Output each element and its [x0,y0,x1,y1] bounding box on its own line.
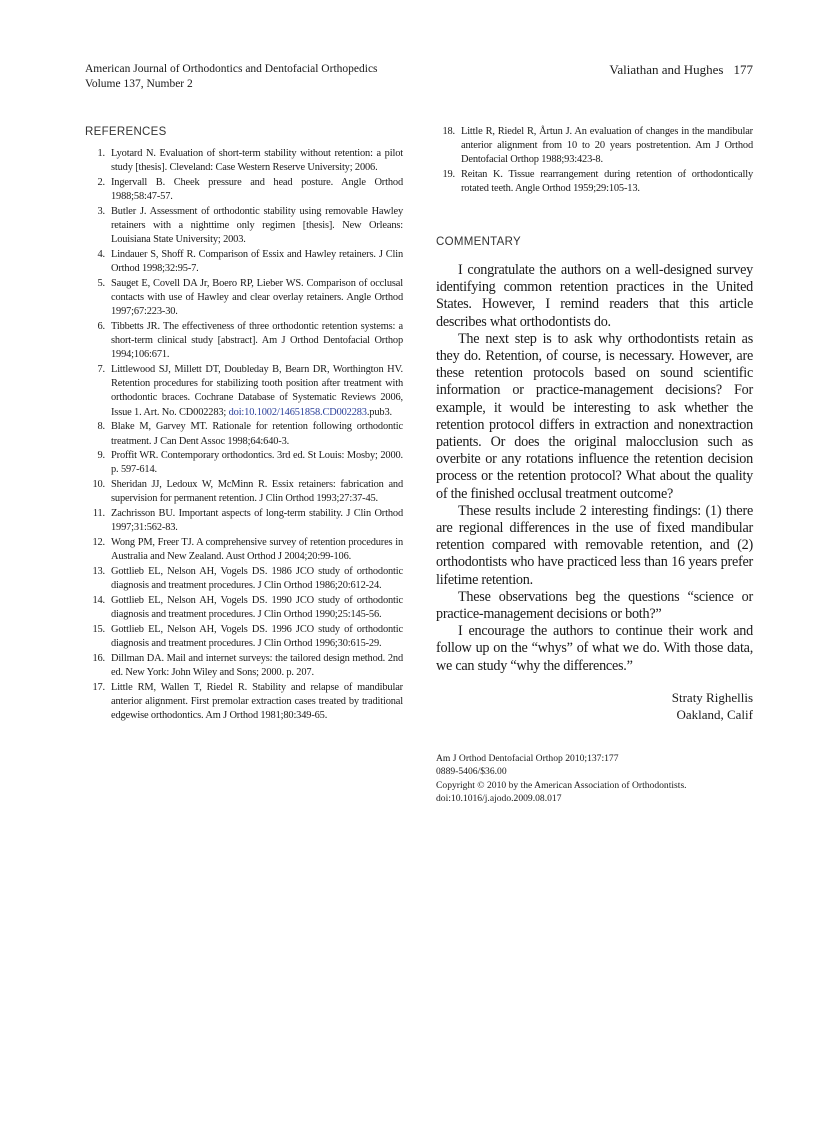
reference-number: 12. [92,536,105,548]
reference-item [85,176,403,204]
reference-number: 7. [97,364,105,376]
copyright: Copyright © 2010 by the American Association of Orthodontists. [436,779,687,791]
reference-text: Wong PM, Freer TJ. A comprehensive survey of retention procedures in Australia and New Zealand. Aust Orthod J 2004;20:99-106. [111,536,403,563]
reference-text: Gottlieb EL, Nelson AH, Vogels DS. 1996 JCO study of orthodontic diagnosis and treatment procedures. J Clin Orthod 1996;30:615-29. [111,623,403,649]
reference-item [85,507,403,535]
reference-text: Zachrisson BU. Important aspects of long-term stability. J Clin Orthod 1997;31:562-83. [111,508,403,534]
reference-item [85,205,403,248]
reference-item [85,449,403,477]
reference-text: Sheridan JJ, Ledoux W, McMinn R. Essix retainers: fabrication and supervision for permanent retention. J Clin Orthod 1993;27:37-45. [111,479,403,505]
running-header-left [85,62,378,92]
article-authors: Valiathan and Hughes [609,62,724,77]
reference-number: 11. [92,508,105,520]
reference-number: 5. [97,277,105,289]
reference-text: Tibbetts JR. The effectiveness of three orthodontic retention systems: a short-term clinical study [abstract]. Am J Orthod Dentofacial Orthop 1994;106:671. [111,320,403,361]
commentary-paragraph: These results include 2 interesting findings: (1) there are regional differences in the use of fixed mandibular retention compared with removable retention, and (2) orthodontists who have practiced less than 16 years prefer lifetime retention. [436,502,753,588]
issn: 0889-5406/$36.00 [436,766,507,778]
reference-item [435,168,753,196]
journal-title: American Journal of Orthodontics and Dentofacial Orthopedics [85,63,378,75]
reference-item [85,277,403,320]
reference-text: Sauget E, Covell DA Jr, Boero RP, Lieber WS. Comparison of occlusal contacts with use of Hawley and clear overlay retainers. Angle Orthod 1997;67:223-30. [111,277,403,318]
commentary-paragraph: The next step is to ask why orthodontists retain as they do. Retention, of course, is necessary. However, are these retention protocols based on sound scientific information or practice-management decisions? For example, it would be interesting to ask whether the retention protocol differs in extraction and nonextraction patients. Or does the original malocclusion such as overbite or any rotations influence the retention decision process or the retention protocol? What about the quality of the finished occlusal treatment outcome? [436,330,753,502]
reference-number: 6. [97,320,105,332]
reference-number: 1. [97,148,105,159]
reference-number: 9. [97,450,105,462]
references-list-left [85,147,403,724]
reference-number: 8. [97,421,105,433]
citation: Am J Orthod Dentofacial Orthop 2010;137:177 [436,753,619,764]
running-header-right [609,62,753,77]
signature-place: Oakland, Calif [676,707,753,722]
reference-text: Gottlieb EL, Nelson AH, Vogels DS. 1986 JCO study of orthodontic diagnosis and treatment procedures. J Clin Orthod 1986;20:612-24. [111,565,403,592]
reference-item [85,478,403,506]
reference-text: .pub3. [366,406,392,418]
doi: doi:10.1016/j.ajodo.2009.08.017 [436,792,562,804]
reference-number: 15. [92,623,105,635]
commentary-paragraph: I encourage the authors to continue their work and follow up on the “whys” of what we do. With those data, we can study “why the differences.” [436,623,753,674]
reference-text: Blake M, Garvey MT. Rationale for retention following orthodontic treatment. J Can Dent Assoc 1998;64:640-3. [111,421,403,447]
reference-number: 14. [92,594,105,606]
commentary-heading: COMMENTARY [436,236,521,248]
reference-number: 18. [442,126,455,137]
reference-number: 2. [97,176,105,188]
reference-item [85,565,403,593]
reference-item [85,147,403,175]
reference-item [435,125,753,168]
reference-text: Reitan K. Tissue rearrangement during retention of orthodontically rotated teeth. Angle Orthod 1959;29:105-13. [461,169,753,195]
commentary-paragraph: These observations beg the questions “science or practice-management decisions or both?” [436,588,753,623]
reference-text: Gottlieb EL, Nelson AH, Vogels DS. 1990 JCO study of orthodontic diagnosis and treatment procedures. J Clin Orthod 1990;25:145-56. [111,594,403,620]
reference-item [85,320,403,363]
reference-item [85,536,403,564]
journal-volume: Volume 137, Number 2 [85,78,193,90]
reference-number: 4. [97,248,105,260]
reference-item [85,248,403,276]
reference-number: 19. [442,169,455,181]
references-list-right [435,125,753,197]
commentary-body [436,262,753,675]
reference-item [85,681,403,724]
reference-text: Littlewood SJ, Millett DT, Doubleday B, Bearn DR, Worthington HV. Retention procedures for stabilizing tooth position after treatment with orthodontic braces. Cochrane Database of Systematic Reviews 2006, Issue 1. Art. No. CD002283; [111,364,403,418]
reference-text: Dillman DA. Mail and internet surveys: the tailored design method. 2nd ed. New York: John Wiley and Sons; 2000. p. 207. [111,652,403,678]
references-heading: REFERENCES [85,126,167,138]
reference-text: Little R, Riedel R, Årtun J. An evaluation of changes in the mandibular anterior alignment from 10 to 20 years postretention. Am J Orthod Dentofacial Orthop 1988;93:423-8. [461,126,753,166]
reference-item [85,594,403,622]
reference-number: 13. [92,565,105,577]
reference-number: 3. [97,205,105,217]
reference-item [85,623,403,651]
reference-item [85,652,403,680]
signature-name: Straty Righellis [671,690,753,705]
reference-text: Ingervall B. Cheek pressure and head posture. Angle Orthod 1988;58:47-57. [111,176,403,203]
commentary-paragraph: I congratulate the authors on a well-designed survey identifying common retention practices in the United States. However, I remind readers that this article describes what orthodontists do. [436,262,753,330]
reference-text: Little RM, Wallen T, Riedel R. Stability and relapse of mandibular anterior alignment. First premolar extraction cases treated by traditional edgewise orthodontics. Am J Orthod 1981;80:349-65. [111,681,403,721]
citation-footer [436,752,687,805]
reference-item [85,363,403,420]
reference-item [85,420,403,448]
reference-text: Lindauer S, Shoff R. Comparison of Essix and Hawley retainers. J Clin Orthod 1998;32:95-7. [111,248,403,275]
reference-number: 17. [92,681,105,693]
signature [672,689,753,723]
reference-text: Proffit WR. Contemporary orthodontics. 3rd ed. St Louis: Mosby; 2000. p. 597-614. [111,450,403,476]
reference-doi-link[interactable]: doi:10.1002/14651858.CD002283 [228,406,367,418]
page-number: 177 [733,62,753,77]
reference-text: Butler J. Assessment of orthodontic stability using removable Hawley retainers with a nighttime only regimen [thesis]. New Orleans: Louisiana State University; 2003. [111,205,403,246]
reference-text: Lyotard N. Evaluation of short-term stability without retention: a pilot study [thesis]. Cleveland: Case Western Reserve University; 2006. [111,148,403,174]
reference-number: 10. [92,479,105,491]
reference-number: 16. [92,652,105,664]
